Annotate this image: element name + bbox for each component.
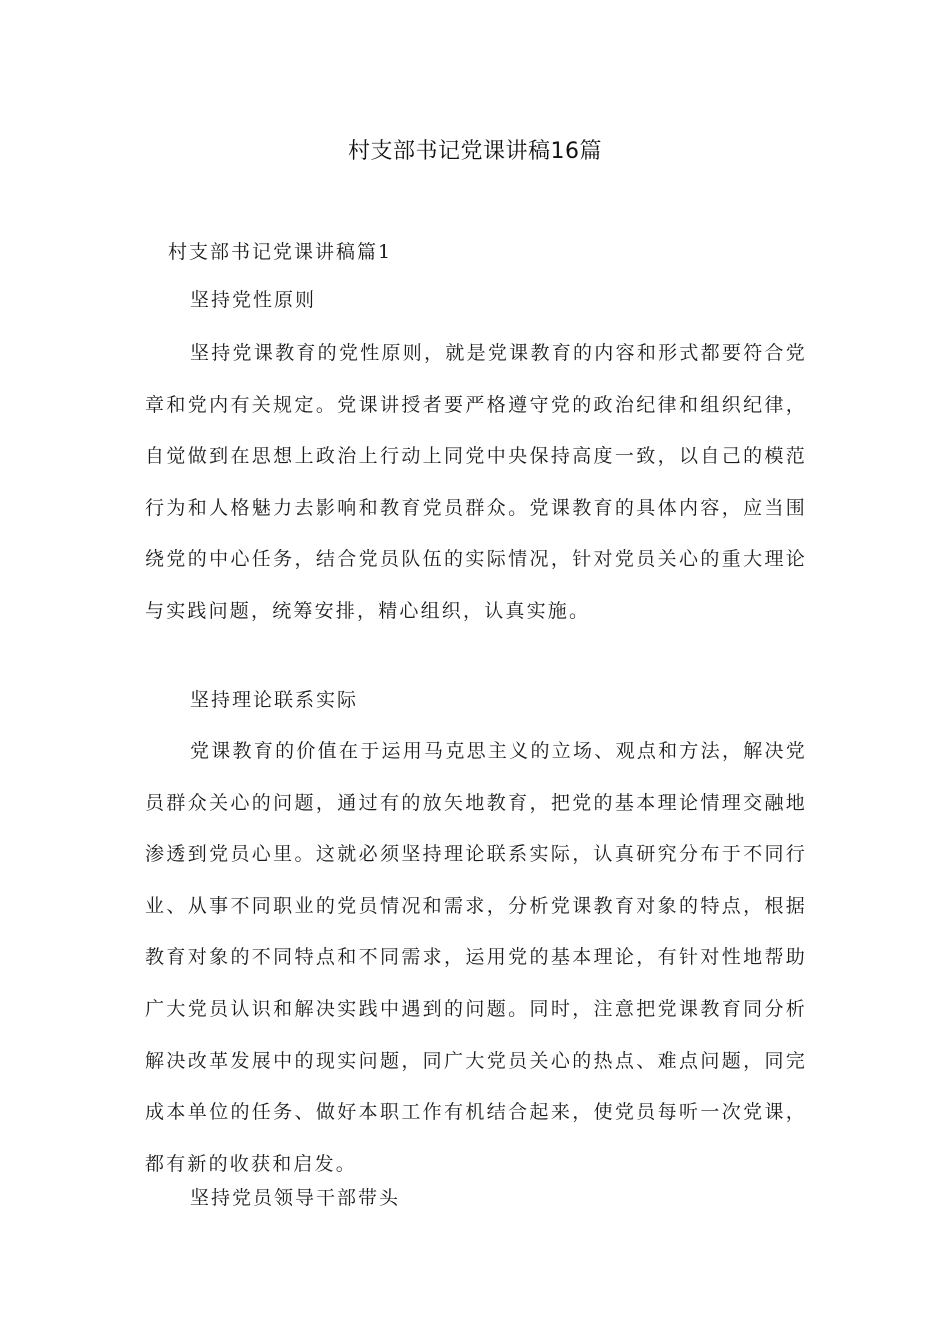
subheading-theory-practice: 坚持理论联系实际	[190, 689, 359, 711]
paragraph-party-principle: 坚持党课教育的党性原则，就是党课教育的内容和形式都要符合党章和党内有关规定。党课讲授者要严格遵守党的政治纪律和组织纪律，自觉做到在思想上政治上行动上同党中央保持高度一致，以自己的模范行为和人格魅力去影响和教育党员群众。党课教育的具体内容，应当围绕党的中心任务，结合党员队伍的实际情况，针对党员关心的重大理论与实践问题，统筹安排，精心组织，认真实施。	[145, 342, 807, 622]
document-title: 村支部书记党课讲稿16篇	[348, 139, 602, 164]
paragraph-theory-practice: 党课教育的价值在于运用马克思主义的立场、观点和方法，解决党员群众关心的问题，通过有的放矢地教育，把党的基本理论情理交融地渗透到党员心里。这就必须坚持理论联系实际，认真研究分布于不同行业、从事不同职业的党员情况和需求，分析党课教育对象的特点，根据教育对象的不同特点和不同需求，运用党的基本理论，有针对性地帮助广大党员认识和解决实践中遇到的问题。同时，注意把党课教育同分析解决改革发展中的现实问题，同广大党员关心的热点、难点问题，同完成本单位的任务、做好本职工作有机结合起来，使党员每听一次党课，都有新的收获和启发。	[145, 740, 807, 1175]
subheading-party-principle: 坚持党性原则	[190, 289, 317, 311]
subheading-leaders-take-lead: 坚持党员领导干部带头	[190, 1187, 401, 1209]
section-heading: 村支部书记党课讲稿篇1	[168, 241, 393, 263]
